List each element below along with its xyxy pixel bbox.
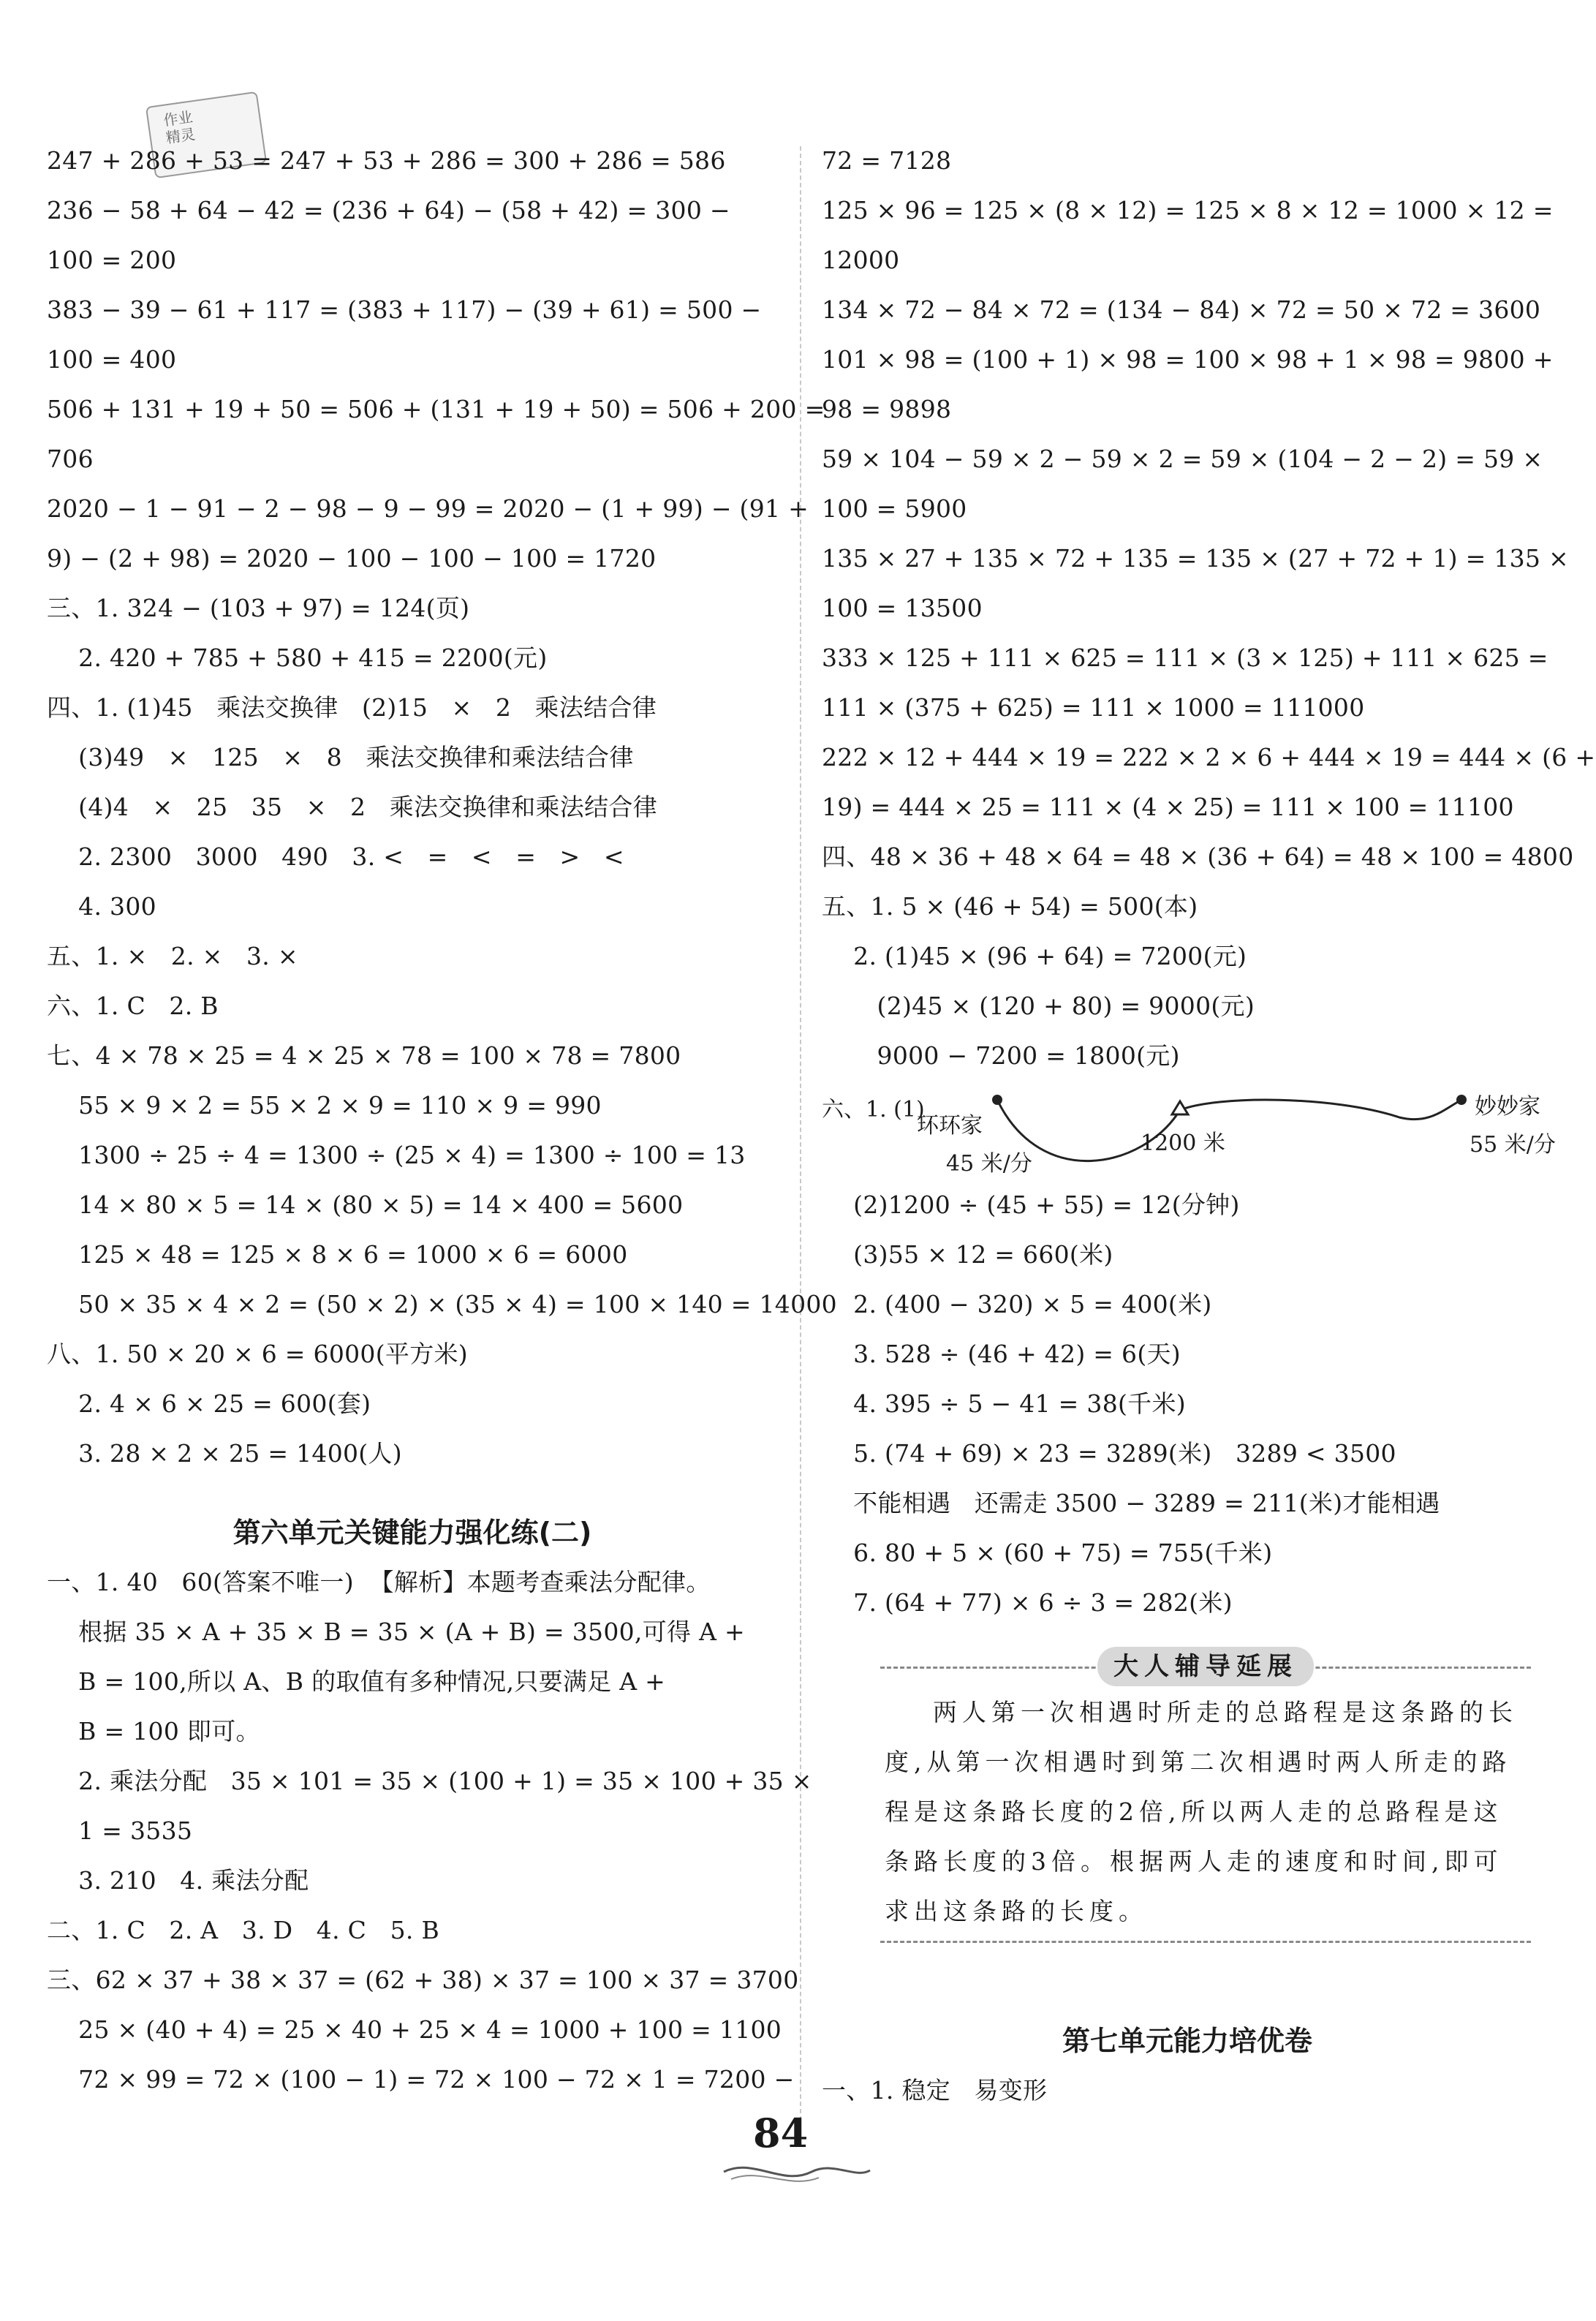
answer-line: 135 × 27 + 135 × 72 + 135 = 135 × (27 + 72 + 1) = 135 × [822, 544, 1569, 573]
diagram-left-speed: 45 米/分 [946, 1151, 1032, 1177]
answer-line: 236 − 58 + 64 − 42 = (236 + 64) − (58 + 42) = 300 − [47, 196, 730, 224]
answer-line: 100 = 13500 [822, 594, 983, 622]
answer-line: 14 × 80 × 5 = 14 × (80 × 5) = 14 × 400 = 5600 [47, 1190, 684, 1219]
answer-line: 134 × 72 − 84 × 72 = (134 − 84) × 72 = 50 × 72 = 3600 [822, 295, 1541, 324]
answer-line: 1 = 3535 [47, 1816, 193, 1845]
left-answers-block-1 [47, 136, 837, 1479]
right-answers-block-1 [822, 136, 1596, 1081]
answer-line: 4. 300 [47, 892, 156, 921]
answer-line: B = 100 即可。 [47, 1717, 260, 1746]
answer-line: 一、1. 稳定 易变形 [822, 2076, 1048, 2105]
answer-line: 不能相遇 还需走 3500 − 3289 = 211(米)才能相遇 [822, 1489, 1440, 1517]
parent-guidance-header [880, 1647, 1531, 1688]
page-number: 84 [753, 2110, 809, 2156]
answer-line: 2. 乘法分配 35 × 101 = 35 × (100 + 1) = 35 × 100 + 35 × [47, 1767, 812, 1795]
parent-guidance-text: 两人第一次相遇时所走的总路程是这条路的长度,从第一次相遇时到第二次相遇时两人所走的路程是这条路长度的2倍,所以两人走的总路程是这条路长度的3倍。根据两人走的速度和时间,即可求出这条路的长度。 [885, 1698, 1518, 1925]
section-title-unit6: 第六单元关键能力强化练(二) [232, 1517, 592, 1549]
diagram-right-speed: 55 米/分 [1470, 1132, 1556, 1158]
column-divider [800, 146, 801, 2121]
answer-line: 19) = 444 × 25 = 111 × (4 × 25) = 111 × 100 = 11100 [822, 793, 1514, 821]
wave-ornament-icon [716, 2157, 877, 2186]
answer-line: 125 × 48 = 125 × 8 × 6 = 1000 × 6 = 6000 [47, 1240, 628, 1269]
answer-line: 五、1. × 2. × 3. × [47, 942, 298, 970]
answer-line: 3. 210 4. 乘法分配 [47, 1866, 309, 1895]
answer-line: 9000 − 7200 = 1800(元) [822, 1041, 1180, 1070]
answer-line: 三、1. 324 − (103 + 97) = 124(页) [47, 594, 470, 622]
answer-line: 2. (1)45 × (96 + 64) = 7200(元) [822, 942, 1247, 970]
answer-line: 根据 35 × A + 35 × B = 35 × (A + B) = 3500,可得 A + [47, 1618, 745, 1646]
parent-guidance-box [880, 1647, 1531, 1943]
answer-line: 111 × (375 + 625) = 111 × 1000 = 111000 [822, 693, 1365, 722]
answer-line: 100 = 200 [47, 246, 177, 274]
answer-line: 333 × 125 + 111 × 625 = 111 × (3 × 125) + 111 × 625 = [822, 644, 1548, 672]
answer-line: 五、1. 5 × (46 + 54) = 500(本) [822, 892, 1198, 921]
answer-line: 三、62 × 37 + 38 × 37 = (62 + 38) × 37 = 100 × 37 = 3700 [47, 1966, 799, 1994]
left-column [47, 136, 837, 2105]
answer-line: 25 × (40 + 4) = 25 × 40 + 25 × 4 = 1000 + 100 = 1100 [47, 2015, 782, 2044]
answer-line: 六、1. C 2. B [47, 992, 219, 1020]
answer-line: 2. 420 + 785 + 580 + 415 = 2200(元) [47, 644, 548, 672]
answer-line: B = 100,所以 A、B 的取值有多种情况,只要满足 A + [47, 1667, 666, 1696]
answer-line: (3)49 × 125 × 8 乘法交换律和乘法结合律 [47, 743, 634, 771]
answer-line: 506 + 131 + 19 + 50 = 506 + (131 + 19 + 50) = 506 + 200 = [47, 395, 825, 423]
answer-line: 3. 28 × 2 × 25 = 1400(人) [47, 1439, 402, 1468]
answer-line: 222 × 12 + 444 × 19 = 222 × 2 × 6 + 444 × 19 = 444 × (6 + [822, 743, 1596, 771]
answer-line: 101 × 98 = (100 + 1) × 98 = 100 × 98 + 1 × 98 = 9800 + [822, 345, 1554, 374]
answer-line: 706 [47, 445, 94, 473]
answer-line: 72 = 7128 [822, 146, 952, 175]
answer-line: 2. 4 × 6 × 25 = 600(套) [47, 1389, 371, 1418]
answer-line: 6. 80 + 5 × (60 + 75) = 755(千米) [822, 1539, 1273, 1567]
answer-line: 55 × 9 × 2 = 55 × 2 × 9 = 110 × 9 = 990 [47, 1091, 602, 1120]
answer-line: 72 × 99 = 72 × (100 − 1) = 72 × 100 − 72 × 1 = 7200 − [47, 2065, 795, 2094]
answer-line: 八、1. 50 × 20 × 6 = 6000(平方米) [47, 1340, 468, 1368]
answer-line: 3. 528 ÷ (46 + 42) = 6(天) [822, 1340, 1181, 1368]
answer-line: 四、48 × 36 + 48 × 64 = 48 × (36 + 64) = 48 × 100 = 4800 [822, 842, 1574, 871]
dashed-rule [880, 1941, 1531, 1943]
answer-line: 4. 395 ÷ 5 − 41 = 38(千米) [822, 1389, 1186, 1418]
answer-line: 59 × 104 − 59 × 2 − 59 × 2 = 59 × (104 − 2 − 2) = 59 × [822, 445, 1543, 473]
answer-line: 125 × 96 = 125 × (8 × 12) = 125 × 8 × 12 = 1000 × 12 = [822, 196, 1554, 224]
answer-line: 1300 ÷ 25 ÷ 4 = 1300 ÷ (25 × 4) = 1300 ÷ 100 = 13 [47, 1141, 746, 1169]
answer-line: 2. (400 − 320) × 5 = 400(米) [822, 1290, 1212, 1318]
answer-line: 二、1. C 2. A 3. D 4. C 5. B [47, 1916, 439, 1944]
answer-line: 2. 2300 3000 490 3. < = < = > < [47, 842, 624, 871]
answer-line: 100 = 400 [47, 345, 177, 374]
answer-line: 9) − (2 + 98) = 2020 − 100 − 100 − 100 = 1720 [47, 544, 657, 573]
stamp-line-1: 作业 [162, 107, 194, 129]
stamp-line-2: 精灵 [164, 125, 197, 147]
answer-line: (2)45 × (120 + 80) = 9000(元) [822, 992, 1255, 1020]
answer-line: 98 = 9898 [822, 395, 952, 423]
parent-guidance-title: 大人辅导延展 [1097, 1647, 1314, 1686]
section-title-unit7: 第七单元能力培优卷 [1062, 2025, 1312, 2057]
diagram-right-label: 妙妙家 [1475, 1094, 1540, 1120]
answer-line: 5. (74 + 69) × 23 = 3289(米) 3289 < 3500 [822, 1439, 1396, 1468]
diagram-distance-label: 1200 米 [1141, 1131, 1225, 1156]
answer-line: (4)4 × 25 35 × 2 乘法交换律和乘法结合律 [47, 793, 657, 821]
answer-line: 一、1. 40 60(答案不唯一) 【解析】本题考查乘法分配律。 [47, 1568, 711, 1596]
answer-line: 100 = 5900 [822, 494, 967, 523]
diagram-prefix: 六、1. (1) [822, 1097, 925, 1122]
diagram-left-label: 环环家 [917, 1113, 983, 1139]
answer-line: 383 − 39 − 61 + 117 = (383 + 117) − (39 + 61) = 500 − [47, 295, 762, 324]
answer-line: 247 + 286 + 53 = 247 + 53 + 286 = 300 + 286 = 586 [47, 146, 726, 175]
right-answers-block-2 [822, 1180, 1553, 1628]
answer-line: 四、1. (1)45 乘法交换律 (2)15 × 2 乘法结合律 [47, 693, 657, 722]
meeting-route-diagram [822, 1081, 1556, 1180]
answer-line: 7. (64 + 77) × 6 ÷ 3 = 282(米) [822, 1588, 1233, 1617]
answer-line: 2020 − 1 − 91 − 2 − 98 − 9 − 99 = 2020 − (1 + 99) − (91 + [47, 494, 809, 523]
answer-line: (2)1200 ÷ (45 + 55) = 12(分钟) [822, 1190, 1240, 1219]
left-answers-block-2 [47, 1558, 812, 2105]
right-column [822, 136, 1596, 2116]
answer-line: (3)55 × 12 = 660(米) [822, 1240, 1113, 1269]
answer-line: 七、4 × 78 × 25 = 4 × 25 × 78 = 100 × 78 = 7800 [47, 1041, 681, 1070]
answer-line: 12000 [822, 246, 900, 274]
answer-line: 50 × 35 × 4 × 2 = (50 × 2) × (35 × 4) = 100 × 140 = 14000 [47, 1290, 837, 1318]
